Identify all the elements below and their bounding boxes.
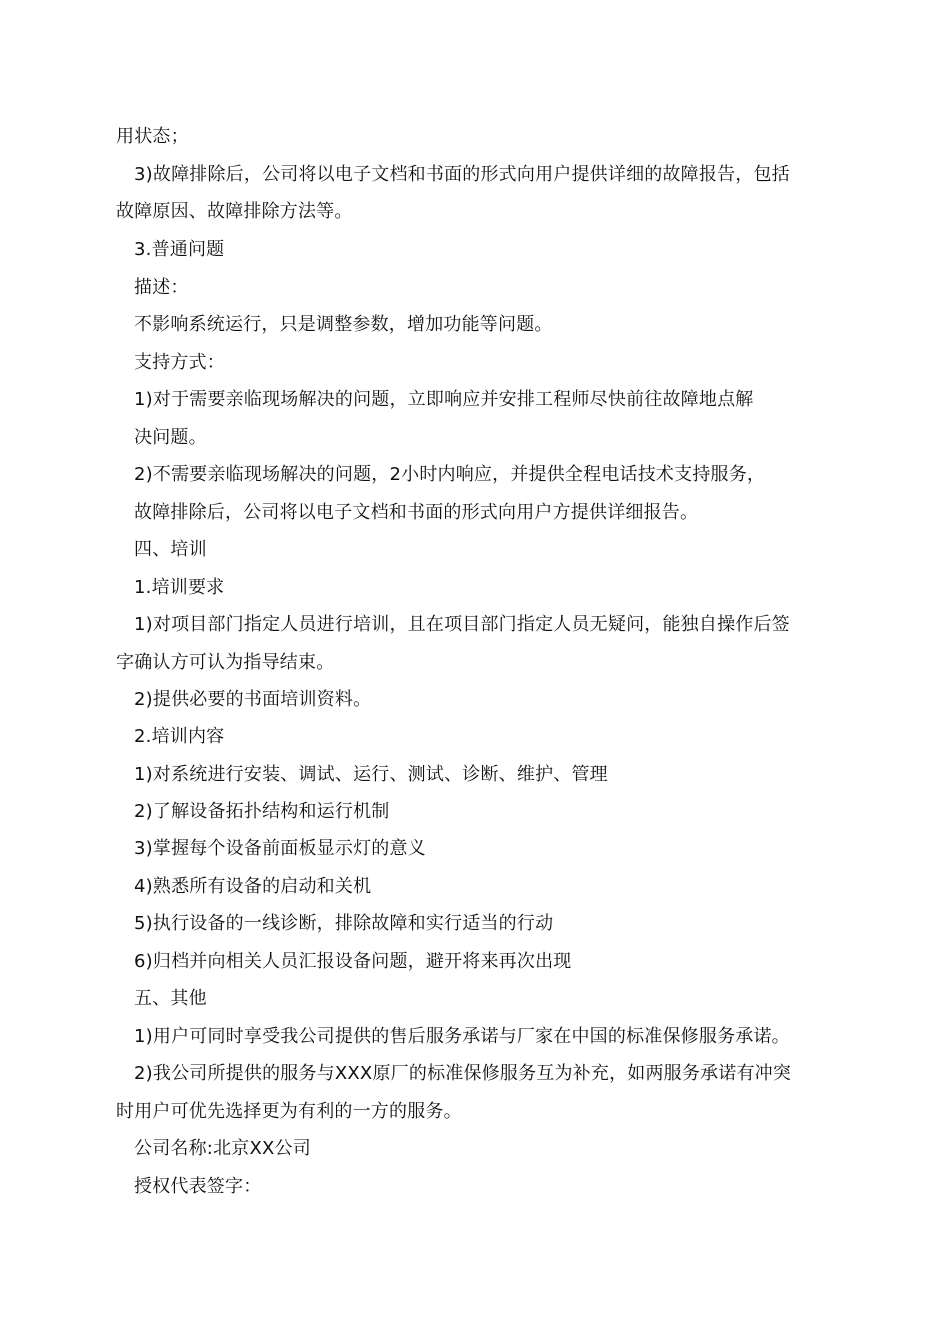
section-heading: 四、培训 [134,539,207,560]
text-line: 支持方式： [134,352,225,373]
text-line: 1)对项目部门指定人员进行培训，且在项目部门指定人员无疑问，能独自操作后签 [134,614,790,635]
text-line: 5)执行设备的一线诊断，排除故障和实行适当的行动 [134,913,554,934]
text-line: 描述： [134,277,189,298]
text-line: 2)了解设备拓扑结构和运行机制 [134,801,390,822]
section-heading: 3.普通问题 [134,239,225,260]
text-line: 2)不需要亲临现场解决的问题，2小时内响应，并提供全程电话技术支持服务， [134,464,766,485]
text-line: 2)我公司所提供的服务与XXX原厂的标准保修服务互为补充，如两服务承诺有冲突 [134,1063,792,1084]
text-line: 3)故障排除后，公司将以电子文档和书面的形式向用户提供详细的故障报告，包括 [134,164,790,185]
text-line: 6)归档并向相关人员汇报设备问题，避开将来再次出现 [134,951,572,972]
text-line: 2)提供必要的书面培训资料。 [134,689,372,710]
signature-label: 授权代表签字： [134,1176,262,1197]
text-line: 时用户可优先选择更为有利的一方的服务。 [116,1101,462,1122]
text-line: 1)用户可同时享受我公司提供的售后服务承诺与厂家在中国的标准保修服务承诺。 [134,1026,790,1047]
text-line: 1)对于需要亲临现场解决的问题，立即响应并安排工程师尽快前往故障地点解 [134,389,754,410]
text-line: 用状态； [116,126,189,147]
section-heading: 五、其他 [134,988,207,1009]
text-line: 字确认方可认为指导结束。 [116,652,335,673]
text-line: 故障原因、故障排除方法等。 [116,201,353,222]
text-line: 故障排除后，公司将以电子文档和书面的形式向用户方提供详细报告。 [134,502,699,523]
text-line: 决问题。 [134,427,207,448]
section-heading: 2.培训内容 [134,726,225,747]
text-line: 不影响系统运行，只是调整参数，增加功能等问题。 [134,314,553,335]
text-line: 4)熟悉所有设备的启动和关机 [134,876,372,897]
text-line: 1)对系统进行安装、调试、运行、测试、诊断、维护、管理 [134,764,608,785]
company-name: 公司名称:北京XX公司 [134,1138,311,1159]
section-heading: 1.培训要求 [134,577,225,598]
text-line: 3)掌握每个设备前面板显示灯的意义 [134,838,426,859]
